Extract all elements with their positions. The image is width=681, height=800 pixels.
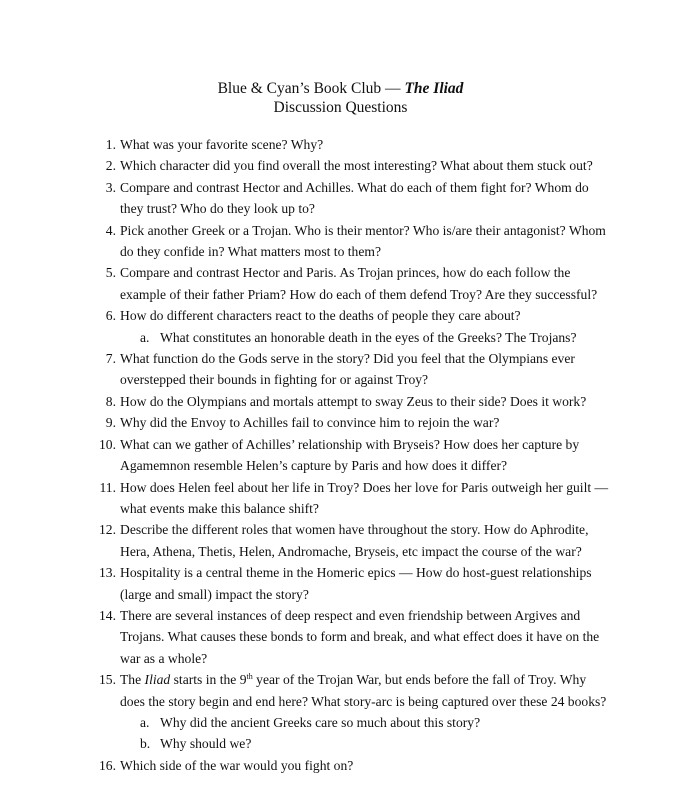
question-text: Pick another Greek or a Trojan. Who is their mentor? Who is/are their antagonist? Whom do they confide in? What matters most to them?	[120, 222, 606, 260]
question-number: 14.	[99, 607, 116, 623]
sub-question-item	[120, 733, 611, 754]
question-number: 3.	[105, 179, 116, 195]
question-item	[0, 134, 681, 155]
question-item	[0, 562, 681, 605]
question-number: 15.	[99, 672, 116, 688]
question-item	[0, 412, 681, 433]
ordinal-suffix: th	[246, 672, 253, 682]
question-text: How does Helen feel about her life in Troy? Does her love for Paris outweigh her guilt — what events make this balance shift?	[120, 479, 609, 516]
question-text: What was your favorite scene? Why?	[120, 137, 324, 152]
sub-question-letter: a.	[140, 329, 150, 345]
sub-question-list	[120, 712, 611, 755]
question-number: 8.	[105, 393, 116, 409]
question-item	[0, 348, 681, 391]
question-number: 11.	[99, 479, 116, 495]
question-text: Compare and contrast Hector and Achilles. What do each of them fight for? Whom do they trust? Who do they look up to?	[120, 179, 589, 217]
sub-question-letter: a.	[140, 714, 150, 730]
question-item	[0, 220, 681, 263]
question-item	[0, 155, 681, 176]
question-number: 13.	[99, 565, 116, 581]
document-header	[0, 79, 681, 117]
sub-question-text: Why did the ancient Greeks care so much about this story?	[160, 714, 481, 730]
question-text: What function do the Gods serve in the story? Did you feel that the Olympians ever overstepped their bounds in fighting for or against Troy?	[120, 351, 575, 388]
question-text: How do the Olympians and mortals attempt to sway Zeus to their side? Does it work?	[120, 393, 587, 409]
question-text: Hospitality is a central theme in the Homeric epics — How do host-guest relationships (large and small) impact the story?	[120, 565, 592, 602]
question-number: 10.	[99, 436, 116, 452]
question-number: 4.	[105, 222, 116, 238]
question-item	[0, 305, 681, 348]
question-item	[0, 434, 681, 477]
question-text: Which character did you find overall the most interesting? What about them stuck out?	[120, 158, 593, 174]
question-item	[0, 669, 681, 755]
question-number: 7.	[105, 351, 116, 367]
question-number: 2.	[105, 158, 116, 174]
question-item	[0, 519, 681, 562]
question-number: 12.	[99, 522, 116, 538]
question-text: Why did the Envoy to Achilles fail to convince him to rejoin the war?	[120, 415, 500, 431]
question-text: Which side of the war would you fight on?	[120, 757, 354, 773]
question-text: How do different characters react to the deaths of people they care about?	[120, 308, 521, 324]
question-text: There are several instances of deep respect and even friendship between Argives and Trojans. What causes these bonds to form and break, and what effect does it have on the war as a whole?	[120, 607, 600, 666]
question-number: 1.	[105, 137, 116, 152]
question-item	[0, 177, 681, 220]
question-item	[0, 262, 681, 305]
question-text: Describe the different roles that women have throughout the story. How do Aphrodite, Hera, Athena, Thetis, Helen, Andromache, Bryseis, etc impact the course of the war?	[120, 522, 589, 559]
question-text: Compare and contrast Hector and Paris. As Trojan princes, how do each follow the example of their father Priam? How do each of them defend Troy? Are they successful?	[120, 265, 598, 302]
question-item	[0, 605, 681, 669]
question-number: 9.	[105, 415, 116, 431]
question-item	[0, 477, 681, 520]
question-item	[0, 755, 681, 776]
sub-question-list	[120, 327, 611, 348]
document-subtitle: Discussion Questions	[273, 99, 408, 116]
question-text: What can we gather of Achilles’ relationship with Bryseis? How does her capture by Agamemnon resemble Helen’s capture by Paris and how does it differ?	[120, 436, 580, 474]
sub-question-letter: b.	[140, 736, 151, 752]
sub-question-item	[120, 327, 611, 348]
sub-question-text: Why should we?	[160, 736, 252, 752]
sub-question-item	[120, 712, 611, 733]
book-title: The Iliad	[404, 80, 464, 97]
document-title: Blue & Cyan’s Book Club — The Iliad	[217, 80, 464, 97]
question-text: The Iliad starts in the 9th year of the Trojan War, but ends before the fall of Troy. Why does the story begin and end here? What story-arc is being captured over these 24 books?	[120, 672, 607, 709]
book-title-inline: Iliad	[144, 672, 171, 688]
question-number: 6.	[105, 308, 116, 324]
question-number: 5.	[105, 265, 116, 281]
question-number: 16.	[99, 757, 116, 773]
question-list	[0, 134, 681, 776]
question-item	[0, 391, 681, 412]
sub-question-text: What constitutes an honorable death in the eyes of the Greeks? The Trojans?	[160, 329, 577, 345]
